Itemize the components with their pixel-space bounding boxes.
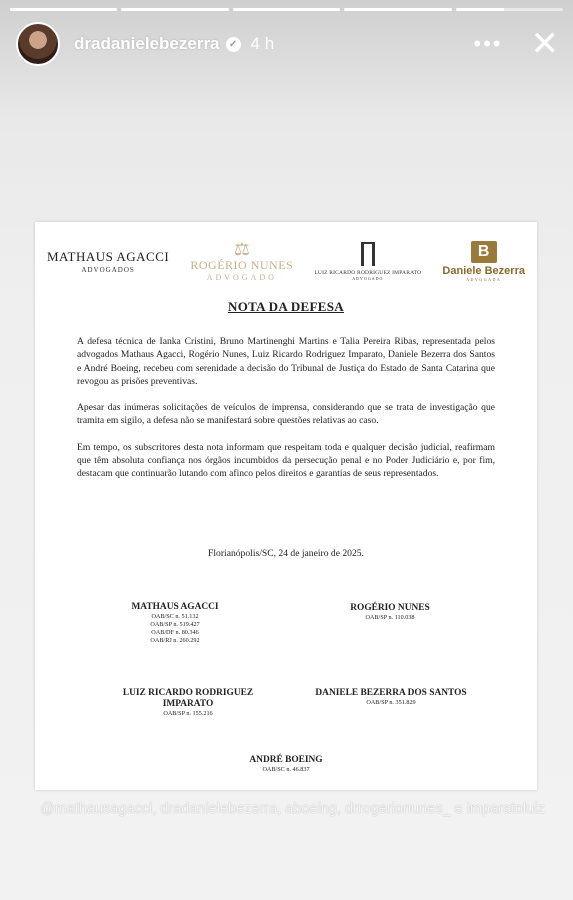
story-progress-bar <box>10 8 563 11</box>
avatar[interactable] <box>16 22 60 66</box>
logo-daniele-sub: ADVOGADA <box>466 276 502 282</box>
logo-daniele-bezerra <box>442 241 525 282</box>
paragraph: A defesa técnica de Ianka Cristini, Bruno Martinenghi Martins e Talia Pereira Ribas, representada pelos advogados Mathaus Agacci, Rogério Nunes, Luiz Ricardo Rodriguez Imparato, Daniele Bezerra dos Santos e André Boeing, recebeu com serenidade a decisão do Tribunal de Justiça do Estado de Santa Catarina que revogou as prisões preventivas. <box>77 336 495 387</box>
story-header <box>16 20 559 68</box>
progress-segment <box>344 8 451 11</box>
progress-segment <box>121 8 228 11</box>
progress-segment <box>233 8 340 11</box>
signature-oab: OAB/DF n. 80.346 <box>151 629 199 636</box>
logo-luiz-name: LUIZ RICARDO RODRIGUEZ IMPARATO <box>314 269 422 276</box>
progress-fill <box>456 8 504 11</box>
progress-fill <box>344 8 451 11</box>
logo-luiz-imparato <box>314 242 421 281</box>
logo-daniele-emblem: B <box>471 241 497 263</box>
signature-luiz <box>103 688 273 718</box>
close-button[interactable]: ✕ <box>530 25 559 63</box>
progress-segment <box>10 8 117 11</box>
logo-luiz-sub: ADVOGADO <box>352 275 384 281</box>
signature-rogerio <box>305 603 475 622</box>
progress-fill <box>10 8 117 11</box>
progress-fill <box>121 8 228 11</box>
document-title: NOTA DA DEFESA <box>228 299 344 314</box>
signature-name: ANDRÉ BOEING <box>249 755 323 765</box>
paragraph: Em tempo, os subscritores desta nota informam que respeitam toda e qualquer decisão judicial, reafirmam que têm absoluta confiança nos órgãos incumbidos da persecução penal e no Poder Judiciário e, por fim, destacam que continuarão lutando com afinco pelos direitos e garantias de seus representados. <box>77 441 495 480</box>
signature-oab: OAB/SC n. 46.837 <box>262 766 310 773</box>
scales-icon: ⚖ <box>233 239 250 259</box>
signature-oab: OAB/SC n. 51.132 <box>151 613 199 620</box>
signature-daniele <box>291 688 491 707</box>
logo-rogerio-sub: ADVOGADO <box>206 273 277 282</box>
defense-note-document <box>35 222 537 790</box>
signature-andre <box>196 755 376 774</box>
verified-badge-icon: ✓ <box>226 37 241 52</box>
signature-oab: OAB/SP n. 110.038 <box>365 614 415 621</box>
more-options-button[interactable]: ••• <box>473 31 503 56</box>
logo-mathaus-sub: ADVOGADOS <box>81 265 135 274</box>
logo-mathaus-agacci <box>47 249 169 274</box>
date-line: Florianópolis/SC, 24 de janeiro de 2025. <box>208 548 364 559</box>
paragraph: Apesar das inúmeras solicitações de veículos de imprensa, considerando que se trata de investigação que tramita em sigilo, a defesa não se manifestará sobre questões relativas ao caso. <box>77 402 495 427</box>
post-time: 4 h <box>250 34 275 53</box>
logo-mathaus-name: MATHAUS AGACCI <box>47 248 170 264</box>
logo-rogerio-name: ROGÉRIO NUNES <box>190 258 294 272</box>
logo-daniele-name: Daniele Bezerra <box>442 264 525 277</box>
signature-name: DANIELE BEZERRA DOS SANTOS <box>315 688 467 698</box>
progress-fill <box>233 8 340 11</box>
signature-name: MATHAUS AGACCI <box>131 602 219 612</box>
signature-oab: OAB/RJ n. 260.292 <box>150 637 200 644</box>
law-firm-logos <box>47 230 525 292</box>
signature-name: LUIZ RICARDO RODRIGUEZ IMPARATO <box>122 688 254 709</box>
document-body <box>77 335 495 494</box>
signature-oab: OAB/SP n. 351.829 <box>366 699 416 706</box>
logo-rogerio-nunes <box>190 240 293 282</box>
signature-oab: OAB/SP n. 155.216 <box>163 710 213 717</box>
column-icon <box>361 242 375 266</box>
progress-segment <box>456 8 563 11</box>
signature-name: ROGÉRIO NUNES <box>350 603 430 613</box>
signature-mathaus <box>95 602 255 645</box>
username[interactable]: dradanielebezerra <box>74 34 220 53</box>
story-mentions-caption[interactable]: @mathausagacci, dradanielebezerra, aboeing, drrogerionunes_ e imparatoluiz <box>40 801 545 817</box>
signature-oab: OAB/SP n. 519.427 <box>150 621 200 628</box>
